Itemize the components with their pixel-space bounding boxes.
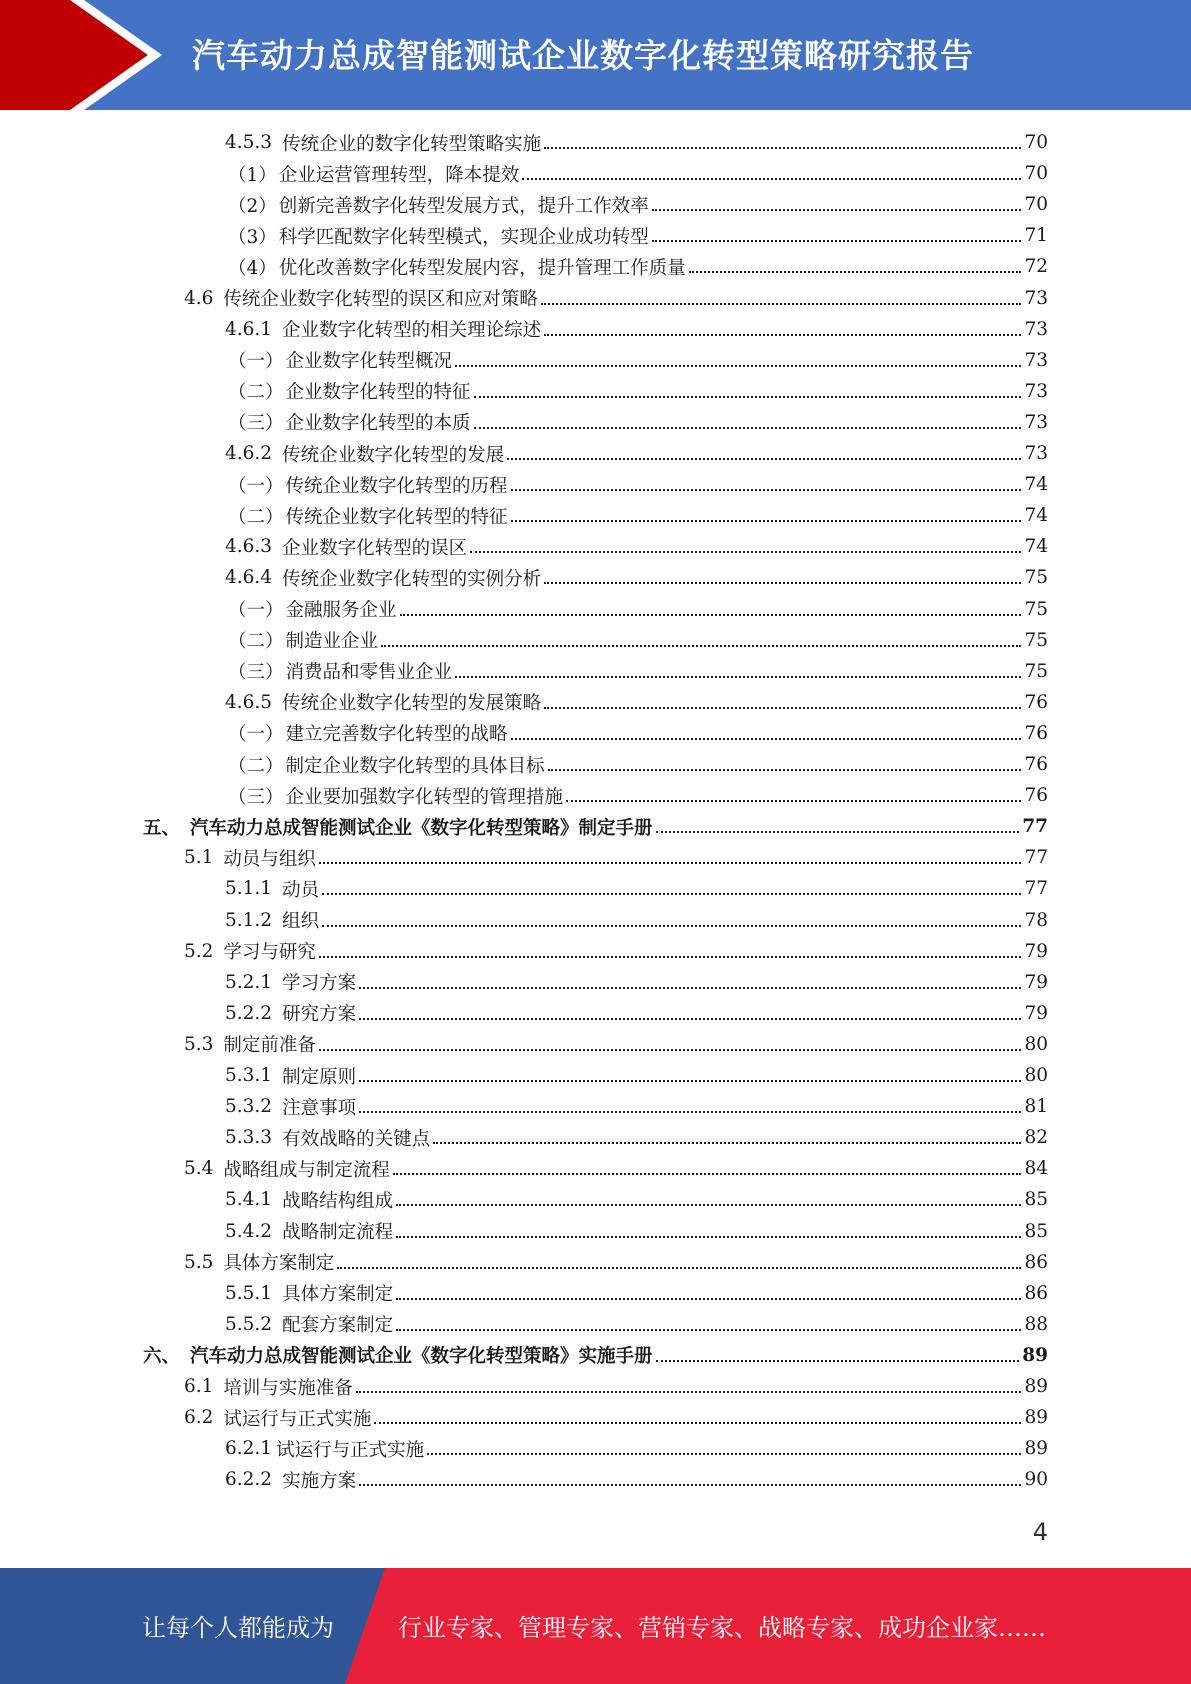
toc-entry-title: 企业要加强数字化转型的管理措施 bbox=[285, 786, 564, 808]
toc-entry-number: （三） bbox=[228, 413, 284, 435]
toc-entry-page: 73 bbox=[1024, 318, 1048, 340]
toc-entry[interactable] bbox=[225, 873, 1048, 904]
toc-entry-number: 5.2.2 bbox=[225, 1002, 273, 1024]
toc-dot-leader bbox=[474, 427, 1022, 429]
toc-entry-title: 学习方案 bbox=[282, 973, 357, 995]
toc-entry[interactable] bbox=[225, 1091, 1048, 1122]
toc-entry-number: （一） bbox=[228, 600, 284, 621]
toc-entry-page: 78 bbox=[1024, 909, 1048, 931]
toc-dot-leader bbox=[566, 800, 1021, 802]
toc-entry-number: （二） bbox=[228, 506, 284, 528]
toc-entry[interactable] bbox=[228, 407, 1048, 438]
toc-entry-page: 89 bbox=[1022, 1344, 1048, 1366]
toc-entry-number: （4） bbox=[228, 257, 277, 279]
toc-dot-leader bbox=[455, 676, 1021, 678]
toc-entry[interactable] bbox=[228, 625, 1048, 656]
toc-entry-number: 4.6 bbox=[184, 287, 214, 309]
toc-entry-title: 传统企业数字化转型的历程 bbox=[285, 475, 508, 497]
toc-dot-leader bbox=[427, 1453, 1021, 1455]
footer-slogan-right: 行业专家、管理专家、营销专家、战略专家、成功企业家…… bbox=[398, 1614, 1046, 1642]
toc-entry-page: 81 bbox=[1024, 1096, 1048, 1118]
toc-entry-number: 6.2 bbox=[184, 1407, 214, 1429]
toc-entry-title: 传统企业数字化转型的发展 bbox=[282, 444, 505, 466]
toc-dot-leader bbox=[322, 925, 1021, 927]
toc-entry[interactable] bbox=[225, 905, 1048, 936]
toc-entry-page: 80 bbox=[1024, 1033, 1048, 1055]
report-title: 汽车动力总成智能测试企业数字化转型策略研究报告 bbox=[192, 36, 974, 75]
toc-entry-page: 76 bbox=[1024, 722, 1048, 744]
toc-entry-page: 75 bbox=[1024, 629, 1048, 651]
toc-dot-leader bbox=[359, 987, 1021, 989]
footer-slogan-left: 让每个人都能成为 bbox=[142, 1614, 334, 1642]
toc-dot-leader bbox=[544, 582, 1021, 584]
toc-entry-page: 73 bbox=[1024, 380, 1048, 402]
toc-entry-page: 70 bbox=[1024, 132, 1048, 153]
toc-entry-page: 89 bbox=[1024, 1376, 1048, 1397]
toc-entry-title: 试运行与正式实施 bbox=[276, 1439, 425, 1461]
toc-entry-title: 配套方案制定 bbox=[282, 1315, 394, 1337]
toc-entry-number: （一） bbox=[228, 724, 284, 746]
toc-entry-page: 76 bbox=[1024, 754, 1048, 775]
toc-dot-leader bbox=[396, 1236, 1021, 1238]
page-header bbox=[0, 0, 1191, 110]
page-number: 4 bbox=[1032, 1518, 1048, 1546]
toc-dot-leader bbox=[652, 209, 1022, 211]
toc-entry[interactable] bbox=[184, 1029, 1048, 1060]
toc-entry[interactable] bbox=[228, 718, 1048, 749]
toc-entry[interactable] bbox=[228, 780, 1048, 811]
toc-entry[interactable] bbox=[228, 469, 1048, 500]
toc-entry-title: 注意事项 bbox=[282, 1097, 357, 1119]
toc-entry-page: 73 bbox=[1024, 443, 1048, 464]
toc-entry-number: 六、 bbox=[143, 1346, 181, 1368]
toc-entry-title: 动员 bbox=[282, 879, 320, 901]
toc-entry-page: 70 bbox=[1024, 194, 1048, 216]
toc-entry-page: 80 bbox=[1024, 1065, 1048, 1086]
toc-entry-number: 4.6.2 bbox=[225, 443, 273, 464]
toc-dot-leader bbox=[337, 1267, 1021, 1269]
toc-entry[interactable] bbox=[184, 283, 1048, 314]
toc-entry[interactable] bbox=[143, 1340, 1048, 1371]
toc-entry[interactable] bbox=[184, 936, 1048, 967]
toc-entry-page: 75 bbox=[1024, 598, 1048, 620]
toc-entry-title: 传统企业的数字化转型策略实施 bbox=[282, 133, 542, 155]
toc-dot-leader bbox=[455, 365, 1021, 367]
toc-dot-leader bbox=[319, 956, 1022, 958]
toc-entry[interactable] bbox=[228, 594, 1048, 625]
toc-entry-number: （一） bbox=[228, 475, 284, 497]
toc-dot-leader bbox=[433, 1142, 1021, 1144]
toc-entry-title: 汽车动力总成智能测试企业《数字化转型策略》制定手册 bbox=[190, 817, 653, 839]
toc-entry-page: 73 bbox=[1024, 349, 1048, 371]
toc-entry[interactable] bbox=[225, 1122, 1048, 1153]
toc-entry[interactable] bbox=[228, 749, 1048, 780]
toc-entry-number: 5.3.2 bbox=[225, 1096, 273, 1118]
toc-entry-page: 88 bbox=[1024, 1313, 1048, 1335]
toc-entry-number: 5.4.1 bbox=[225, 1189, 273, 1211]
toc-entry-title: 战略制定流程 bbox=[282, 1222, 394, 1243]
toc-entry-page: 79 bbox=[1024, 971, 1048, 993]
toc-entry-title: 企业数字化转型的相关理论综述 bbox=[282, 320, 542, 342]
toc-dot-leader bbox=[511, 738, 1022, 740]
toc-entry[interactable] bbox=[228, 158, 1048, 189]
toc-entry-title: 金融服务企业 bbox=[285, 600, 397, 621]
toc-entry-title: 传统企业数字化转型的误区和应对策略 bbox=[223, 289, 538, 310]
toc-entry[interactable] bbox=[225, 314, 1048, 345]
toc-entry-title: 传统企业数字化转型的实例分析 bbox=[282, 568, 542, 590]
toc-dot-leader bbox=[396, 1204, 1021, 1206]
toc-entry-title: 传统企业数字化转型的发展策略 bbox=[282, 693, 542, 715]
toc-entry-number: （二） bbox=[228, 631, 284, 653]
toc-dot-leader bbox=[544, 707, 1021, 709]
toc-entry-number: 5.3.1 bbox=[225, 1065, 273, 1086]
toc-entry-number: 4.6.4 bbox=[225, 567, 273, 589]
toc-dot-leader bbox=[656, 1360, 1020, 1362]
toc-entry-title: 建立完善数字化转型的战略 bbox=[285, 724, 508, 746]
toc-entry-page: 76 bbox=[1024, 691, 1048, 713]
toc-entry-page: 85 bbox=[1024, 1189, 1048, 1211]
toc-entry-page: 70 bbox=[1024, 163, 1048, 185]
toc-dot-leader bbox=[374, 1422, 1021, 1424]
toc-entry-title: 企业数字化转型的本质 bbox=[285, 413, 471, 435]
toc-entry-number: 4.5.3 bbox=[225, 132, 273, 153]
toc-entry-page: 77 bbox=[1024, 878, 1048, 900]
toc-entry[interactable] bbox=[225, 1060, 1048, 1091]
toc-entry-title: 企业数字化转型的误区 bbox=[282, 537, 468, 559]
toc-entry-title: 有效战略的关键点 bbox=[282, 1128, 431, 1150]
toc-entry[interactable] bbox=[225, 531, 1048, 562]
toc-entry-page: 77 bbox=[1022, 816, 1048, 838]
toc-dot-leader bbox=[319, 862, 1022, 864]
toc-entry[interactable] bbox=[225, 998, 1048, 1029]
toc-entry-number: 4.6.1 bbox=[225, 318, 273, 340]
toc-entry-number: 五、 bbox=[143, 817, 181, 839]
toc-entry[interactable] bbox=[225, 127, 1048, 158]
toc-entry-page: 90 bbox=[1024, 1469, 1048, 1491]
toc-entry-number: 6.1 bbox=[184, 1376, 214, 1397]
toc-dot-leader bbox=[511, 489, 1022, 491]
toc-entry-number: 5.5 bbox=[184, 1251, 214, 1273]
toc-entry-title: 汽车动力总成智能测试企业《数字化转型策略》实施手册 bbox=[190, 1346, 653, 1368]
toc-entry-title: 创新完善数字化转型发展方式，提升工作效率 bbox=[278, 195, 649, 217]
toc-entry-title: 制定前准备 bbox=[223, 1035, 316, 1057]
toc-entry-title: 学习与研究 bbox=[223, 942, 316, 964]
toc-entry-page: 89 bbox=[1024, 1407, 1048, 1429]
toc-entry[interactable] bbox=[184, 1247, 1048, 1278]
toc-dot-leader bbox=[511, 520, 1022, 522]
toc-entry-page: 71 bbox=[1024, 225, 1048, 247]
toc-entry-number: （二） bbox=[228, 755, 284, 777]
toc-entry-number: 5.1.2 bbox=[225, 909, 273, 931]
toc-dot-leader bbox=[548, 769, 1022, 771]
toc-entry-title: 科学匹配数字化转型模式，实现企业成功转型 bbox=[278, 226, 649, 248]
toc-dot-leader bbox=[400, 614, 1022, 616]
toc-entry[interactable] bbox=[225, 1309, 1048, 1340]
toc-entry-title: 消费品和零售业企业 bbox=[285, 662, 453, 684]
toc-entry-page: 73 bbox=[1024, 411, 1048, 433]
toc-entry-number: 5.3 bbox=[184, 1033, 214, 1055]
toc-entry[interactable] bbox=[184, 1371, 1048, 1402]
toc-entry-page: 75 bbox=[1024, 660, 1048, 682]
toc-entry-title: 企业数字化转型概况 bbox=[285, 351, 453, 373]
toc-entry[interactable] bbox=[228, 251, 1048, 282]
toc-entry-title: 制造业企业 bbox=[285, 631, 379, 653]
toc-entry-page: 74 bbox=[1024, 474, 1048, 496]
toc-entry-number: （3） bbox=[228, 226, 277, 248]
toc-entry[interactable] bbox=[228, 189, 1048, 220]
toc-entry-title: 企业运营管理转型，降本提效 bbox=[278, 164, 520, 186]
toc-entry[interactable] bbox=[228, 376, 1048, 407]
toc-dot-leader bbox=[359, 1111, 1021, 1113]
toc-entry-title: 战略结构组成 bbox=[282, 1190, 394, 1212]
toc-entry-title: 试运行与正式实施 bbox=[223, 1408, 372, 1430]
toc-entry-page: 89 bbox=[1024, 1438, 1048, 1460]
toc-entry-number: 5.2.1 bbox=[225, 971, 273, 993]
toc-dot-leader bbox=[359, 1080, 1021, 1082]
toc-entry-title: 组织 bbox=[282, 911, 320, 932]
toc-entry-page: 86 bbox=[1024, 1282, 1048, 1304]
toc-entry-number: 6.2.1 bbox=[225, 1438, 273, 1460]
toc-entry-title: 优化改善数字化转型发展内容，提升管理工作质量 bbox=[278, 257, 686, 279]
toc-entry[interactable] bbox=[228, 656, 1048, 687]
toc-dot-leader bbox=[541, 303, 1022, 305]
toc-entry-title: 战略组成与制定流程 bbox=[223, 1159, 390, 1181]
toc-entry-number: 5.1.1 bbox=[225, 878, 273, 900]
toc-dot-leader bbox=[393, 1173, 1022, 1175]
toc-entry-title: 具体方案制定 bbox=[282, 1284, 394, 1306]
toc-entry[interactable] bbox=[228, 500, 1048, 531]
toc-entry-number: 5.4 bbox=[184, 1158, 214, 1180]
toc-dot-leader bbox=[356, 1391, 1022, 1393]
toc-entry-title: 实施方案 bbox=[282, 1470, 357, 1492]
toc-entry-number: 5.5.2 bbox=[225, 1313, 273, 1335]
toc-dot-leader bbox=[396, 1298, 1021, 1300]
toc-dot-leader bbox=[470, 551, 1021, 553]
toc-entry-number: （三） bbox=[228, 786, 284, 808]
toc-entry-title: 研究方案 bbox=[282, 1004, 357, 1026]
toc-entry[interactable] bbox=[225, 1216, 1048, 1247]
toc-entry[interactable] bbox=[228, 345, 1048, 376]
toc-entry-page: 74 bbox=[1024, 505, 1048, 527]
toc-entry[interactable] bbox=[225, 438, 1048, 469]
toc-entry-number: （二） bbox=[228, 382, 284, 404]
toc-entry-page: 72 bbox=[1024, 256, 1048, 278]
toc-entry-page: 79 bbox=[1024, 1002, 1048, 1024]
toc-entry-number: 5.4.2 bbox=[225, 1220, 273, 1242]
toc-entry-number: 4.6.3 bbox=[225, 536, 273, 558]
toc-entry[interactable] bbox=[225, 1278, 1048, 1309]
toc-entry[interactable] bbox=[225, 967, 1048, 998]
toc-dot-leader bbox=[319, 1049, 1022, 1051]
toc-dot-leader bbox=[359, 1484, 1021, 1486]
toc-entry-page: 77 bbox=[1024, 847, 1048, 869]
toc-entry-number: （一） bbox=[228, 351, 284, 373]
toc-entry-title: 具体方案制定 bbox=[223, 1253, 335, 1275]
toc-dot-leader bbox=[544, 334, 1021, 336]
toc-entry-number: 5.1 bbox=[184, 847, 214, 869]
toc-entry-page: 75 bbox=[1024, 567, 1048, 589]
toc-dot-leader bbox=[322, 893, 1021, 895]
toc-entry[interactable] bbox=[184, 842, 1048, 873]
toc-entry-title: 制定企业数字化转型的具体目标 bbox=[285, 755, 545, 777]
toc-entry-title: 培训与实施准备 bbox=[223, 1377, 353, 1399]
toc-entry-page: 82 bbox=[1024, 1127, 1048, 1149]
toc-dot-leader bbox=[522, 178, 1021, 180]
toc-entry-number: （三） bbox=[228, 662, 284, 684]
toc-entry[interactable] bbox=[225, 562, 1048, 593]
toc-entry[interactable] bbox=[184, 1153, 1048, 1184]
toc-dot-leader bbox=[396, 1329, 1021, 1331]
toc-entry-page: 74 bbox=[1024, 536, 1048, 558]
toc-dot-leader bbox=[689, 271, 1022, 273]
toc-entry[interactable] bbox=[184, 1402, 1048, 1433]
toc-entry-title: 制定原则 bbox=[282, 1066, 357, 1088]
toc-entry[interactable] bbox=[225, 687, 1048, 718]
toc-entry-number: 4.6.5 bbox=[225, 691, 273, 713]
toc-entry-number: 6.2.2 bbox=[225, 1469, 273, 1491]
toc-entry[interactable] bbox=[225, 1184, 1048, 1215]
toc-entry-title: 企业数字化转型的特征 bbox=[285, 382, 471, 404]
toc-entry[interactable] bbox=[228, 220, 1048, 251]
toc-entry[interactable] bbox=[225, 1464, 1048, 1495]
page-footer bbox=[0, 1568, 1191, 1684]
toc-entry-title: 动员与组织 bbox=[223, 848, 316, 870]
toc-entry[interactable] bbox=[143, 811, 1048, 842]
toc-entry-page: 85 bbox=[1024, 1220, 1048, 1242]
toc-dot-leader bbox=[652, 240, 1022, 242]
toc-dot-leader bbox=[544, 147, 1021, 149]
toc-dot-leader bbox=[474, 396, 1022, 398]
toc-entry-page: 84 bbox=[1024, 1158, 1048, 1180]
toc-entry-number: （2） bbox=[228, 195, 277, 217]
toc-dot-leader bbox=[507, 458, 1021, 460]
toc-entry-page: 76 bbox=[1024, 785, 1048, 807]
toc-entry-number: （1） bbox=[228, 164, 277, 186]
toc-entry-page: 86 bbox=[1024, 1251, 1048, 1273]
toc-entry-number: 5.5.1 bbox=[225, 1282, 273, 1304]
toc-dot-leader bbox=[359, 1018, 1021, 1020]
toc-entry-number: 5.2 bbox=[184, 940, 214, 962]
toc-entry-title: 传统企业数字化转型的特征 bbox=[285, 506, 508, 528]
toc-dot-leader bbox=[381, 645, 1021, 647]
toc-entry-page: 79 bbox=[1024, 940, 1048, 962]
toc-entry-number: 5.3.3 bbox=[225, 1127, 273, 1149]
toc-dot-leader bbox=[656, 831, 1020, 833]
toc-entry-page: 73 bbox=[1024, 287, 1048, 309]
toc-entry[interactable] bbox=[225, 1433, 1048, 1464]
